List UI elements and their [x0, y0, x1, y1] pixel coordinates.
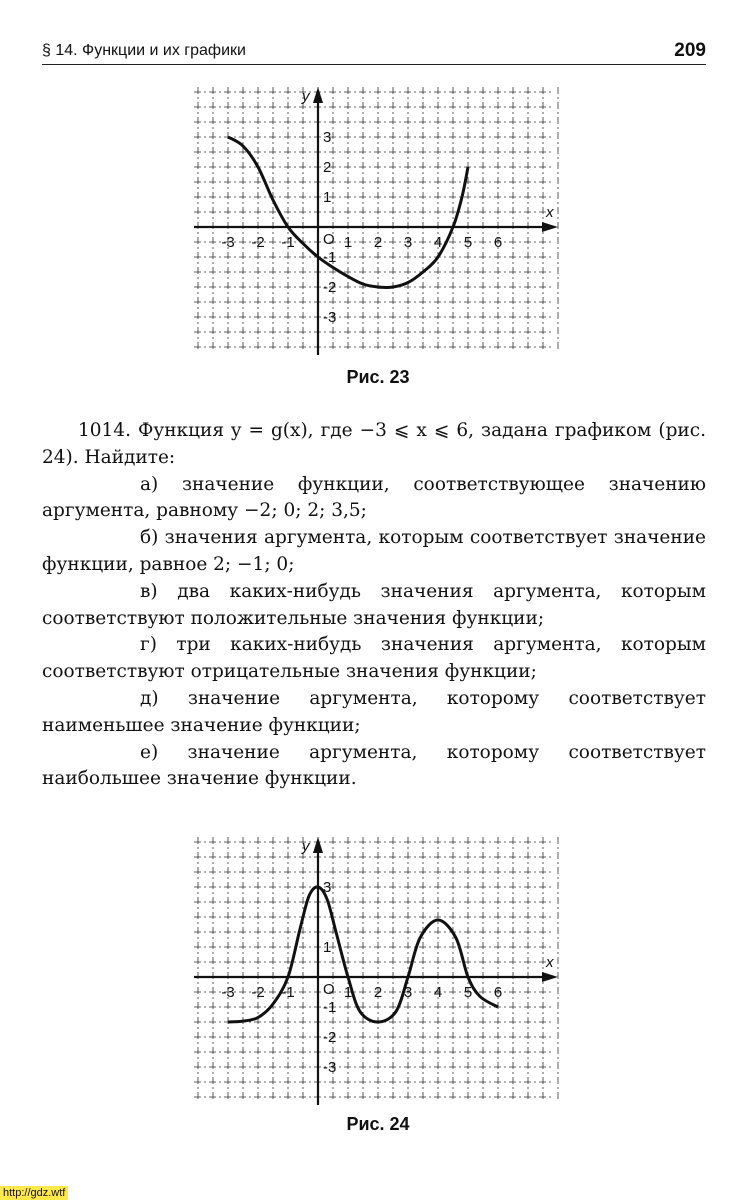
problem-1014 [42, 418, 706, 793]
figure-24-graph [190, 835, 560, 1105]
x-tick-label: 3 [403, 234, 413, 251]
y-tick-label: 3 [323, 879, 332, 896]
y-axis-arrow-icon [313, 87, 323, 103]
page-header [42, 38, 706, 65]
y-axis-label: y [302, 88, 310, 105]
origin-label: O [323, 981, 335, 998]
problem-intro: 1014. Функция y = g(x), где −3 ⩽ x ⩽ 6, задана графиком (рис. 24). Найдите: [42, 420, 706, 468]
source-url[interactable]: http://gdz.wtf [0, 1186, 68, 1200]
figure-24-caption: Рис. 24 [346, 1114, 410, 1134]
x-tick-label: -3 [221, 234, 235, 251]
x-axis-label: x [546, 954, 554, 971]
x-tick-label: 6 [493, 984, 503, 1001]
x-tick-label: 2 [373, 234, 383, 251]
x-tick-label: -3 [221, 984, 235, 1001]
x-tick-label: 5 [463, 984, 473, 1001]
problem-item-g: г) три каких-нибудь значения аргумента, которым соответствуют отрицательные значения функции; [42, 634, 706, 683]
y-tick-label: 2 [323, 159, 332, 176]
x-tick-label: -2 [251, 234, 265, 251]
y-tick-label: -2 [323, 1029, 337, 1046]
figure-23-graph [190, 85, 560, 355]
y-tick-label: -2 [323, 279, 337, 296]
y-tick-label: -1 [323, 249, 337, 266]
x-tick-label: 4 [433, 234, 443, 251]
page-number: 209 [674, 40, 706, 61]
x-tick-label: 1 [343, 984, 353, 1001]
y-tick-label: 1 [323, 189, 332, 206]
y-axis-arrow-icon [313, 837, 323, 853]
y-tick-label: -3 [323, 1059, 337, 1076]
y-tick-label: 3 [323, 129, 332, 146]
x-tick-label: 4 [433, 984, 443, 1001]
x-tick-label: -1 [281, 984, 295, 1001]
x-tick-label: -2 [251, 984, 265, 1001]
problem-item-d: д) значение аргумента, которому соответствует наименьшее значение функции; [42, 687, 706, 736]
y-tick-label: 1 [323, 939, 332, 956]
problem-item-a: а) значение функции, соответствующее значению аргумента, равному −2; 0; 2; 3,5; [42, 473, 706, 522]
x-tick-label: -1 [281, 234, 295, 251]
x-axis-arrow-icon [542, 222, 558, 232]
y-tick-label: -3 [323, 309, 337, 326]
x-tick-label: 1 [343, 234, 353, 251]
x-axis-label: x [546, 204, 554, 221]
problem-item-v: в) два каких-нибудь значения аргумента, которым соответствуют положительные значения функции; [42, 580, 706, 629]
origin-label: O [323, 231, 335, 248]
x-tick-label: 6 [493, 234, 503, 251]
x-axis-arrow-icon [542, 972, 558, 982]
x-tick-label: 3 [403, 984, 413, 1001]
section-title: § 14. Функции и их графики [42, 42, 246, 59]
x-tick-label: 2 [373, 984, 383, 1001]
x-tick-label: 5 [463, 234, 473, 251]
y-tick-label: -1 [323, 999, 337, 1016]
y-axis-label: y [302, 838, 310, 855]
problem-item-b: б) значения аргумента, которым соответствует значение функции, равное 2; −1; 0; [42, 527, 706, 575]
problem-item-e: е) значение аргумента, которому соответствует наибольшее значение функции. [42, 741, 706, 790]
figure-23-caption: Рис. 23 [346, 367, 410, 387]
